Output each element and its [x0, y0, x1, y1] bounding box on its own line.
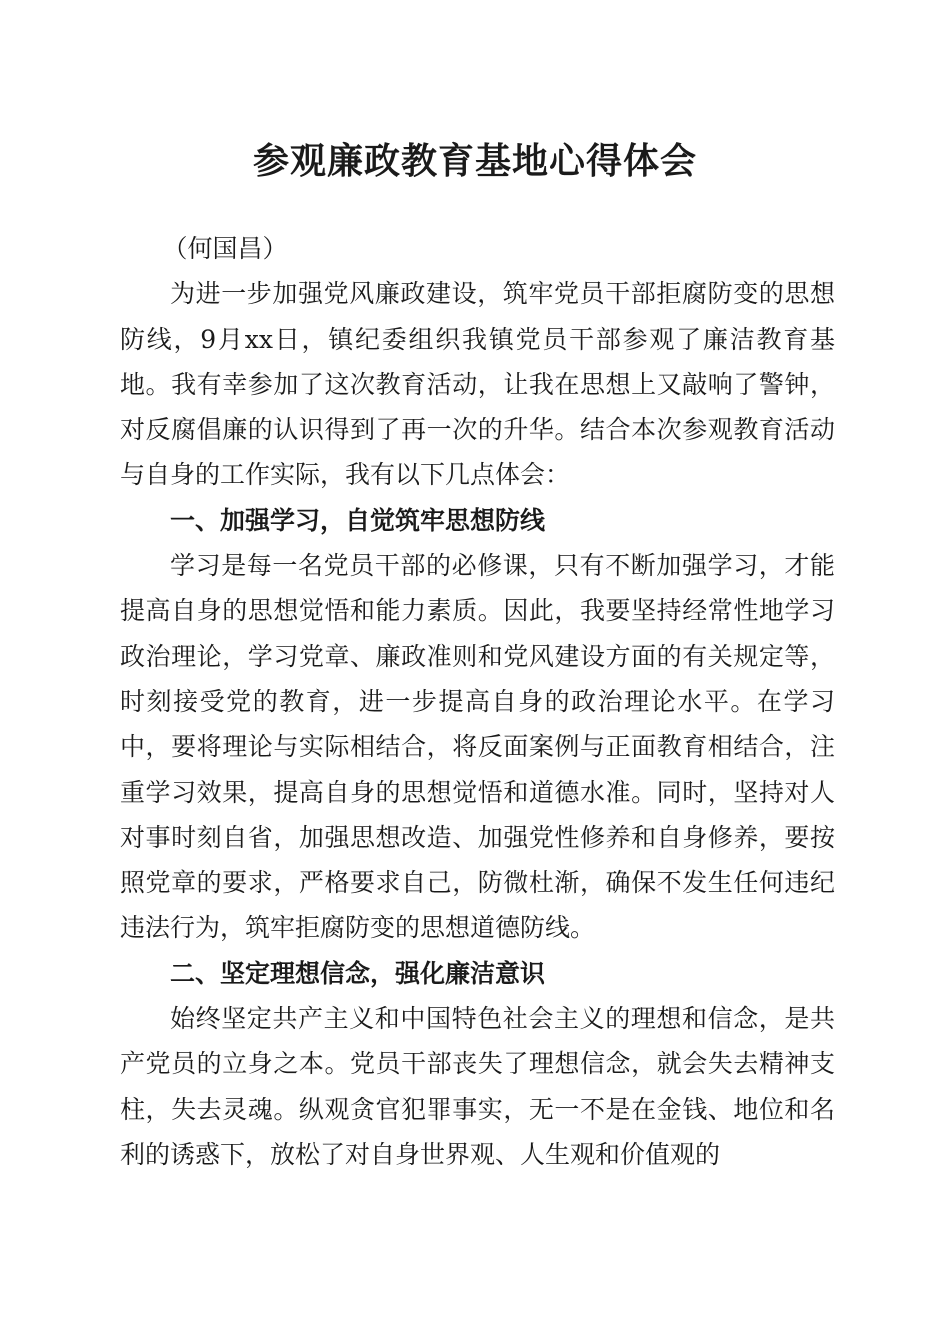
intro-paragraph: 为进一步加强党风廉政建设，筑牢党员干部拒腐防变的思想防线，9月xx日，镇纪委组织我镇党员干部参观了廉洁教育基地。我有幸参加了这次教育活动，让我在思想上又敲响了警钟，对反腐倡廉的认识得到了再一次的升华。结合本次参观教育活动与自身的工作实际，我有以下几点体会：	[120, 279, 835, 490]
section-1-paragraph: 学习是每一名党员干部的必修课，只有不断加强学习，才能提高自身的思想觉悟和能力素质。因此，我要坚持经常性地学习政治理论，学习党章、廉政准则和党风建设方面的有关规定等，时刻接受党的教育，进一步提高自身的政治理论水平。在学习中，要将理论与实际相结合，将反面案例与正面教育相结合，注重学习效果，提高自身的思想觉悟和道德水准。同时，坚持对人对事时刻自省，加强思想改造、加强党性修养和自身修养，要按照党章的要求，严格要求自己，防微杜渐，确保不发生任何违纪违法行为，筑牢拒腐防变的思想道德防线。	[120, 551, 835, 943]
author-line: （何国昌）	[162, 234, 288, 263]
document-body	[120, 226, 835, 1177]
section-heading-1: 一、加强学习，自觉筑牢思想防线	[170, 505, 546, 535]
document-title: 参观廉政教育基地心得体会	[252, 140, 697, 182]
section-heading-2: 二、坚定理想信念，强化廉洁意识	[170, 958, 546, 988]
section-2-paragraph: 始终坚定共产主义和中国特色社会主义的理想和信念，是共产党员的立身之本。党员干部丧失了理想信念，就会失去精神支柱，失去灵魂。纵观贪官犯罪事实，无一不是在金钱、地位和名利的诱惑下，放松了对自身世界观、人生观和价值观的	[120, 1004, 835, 1169]
